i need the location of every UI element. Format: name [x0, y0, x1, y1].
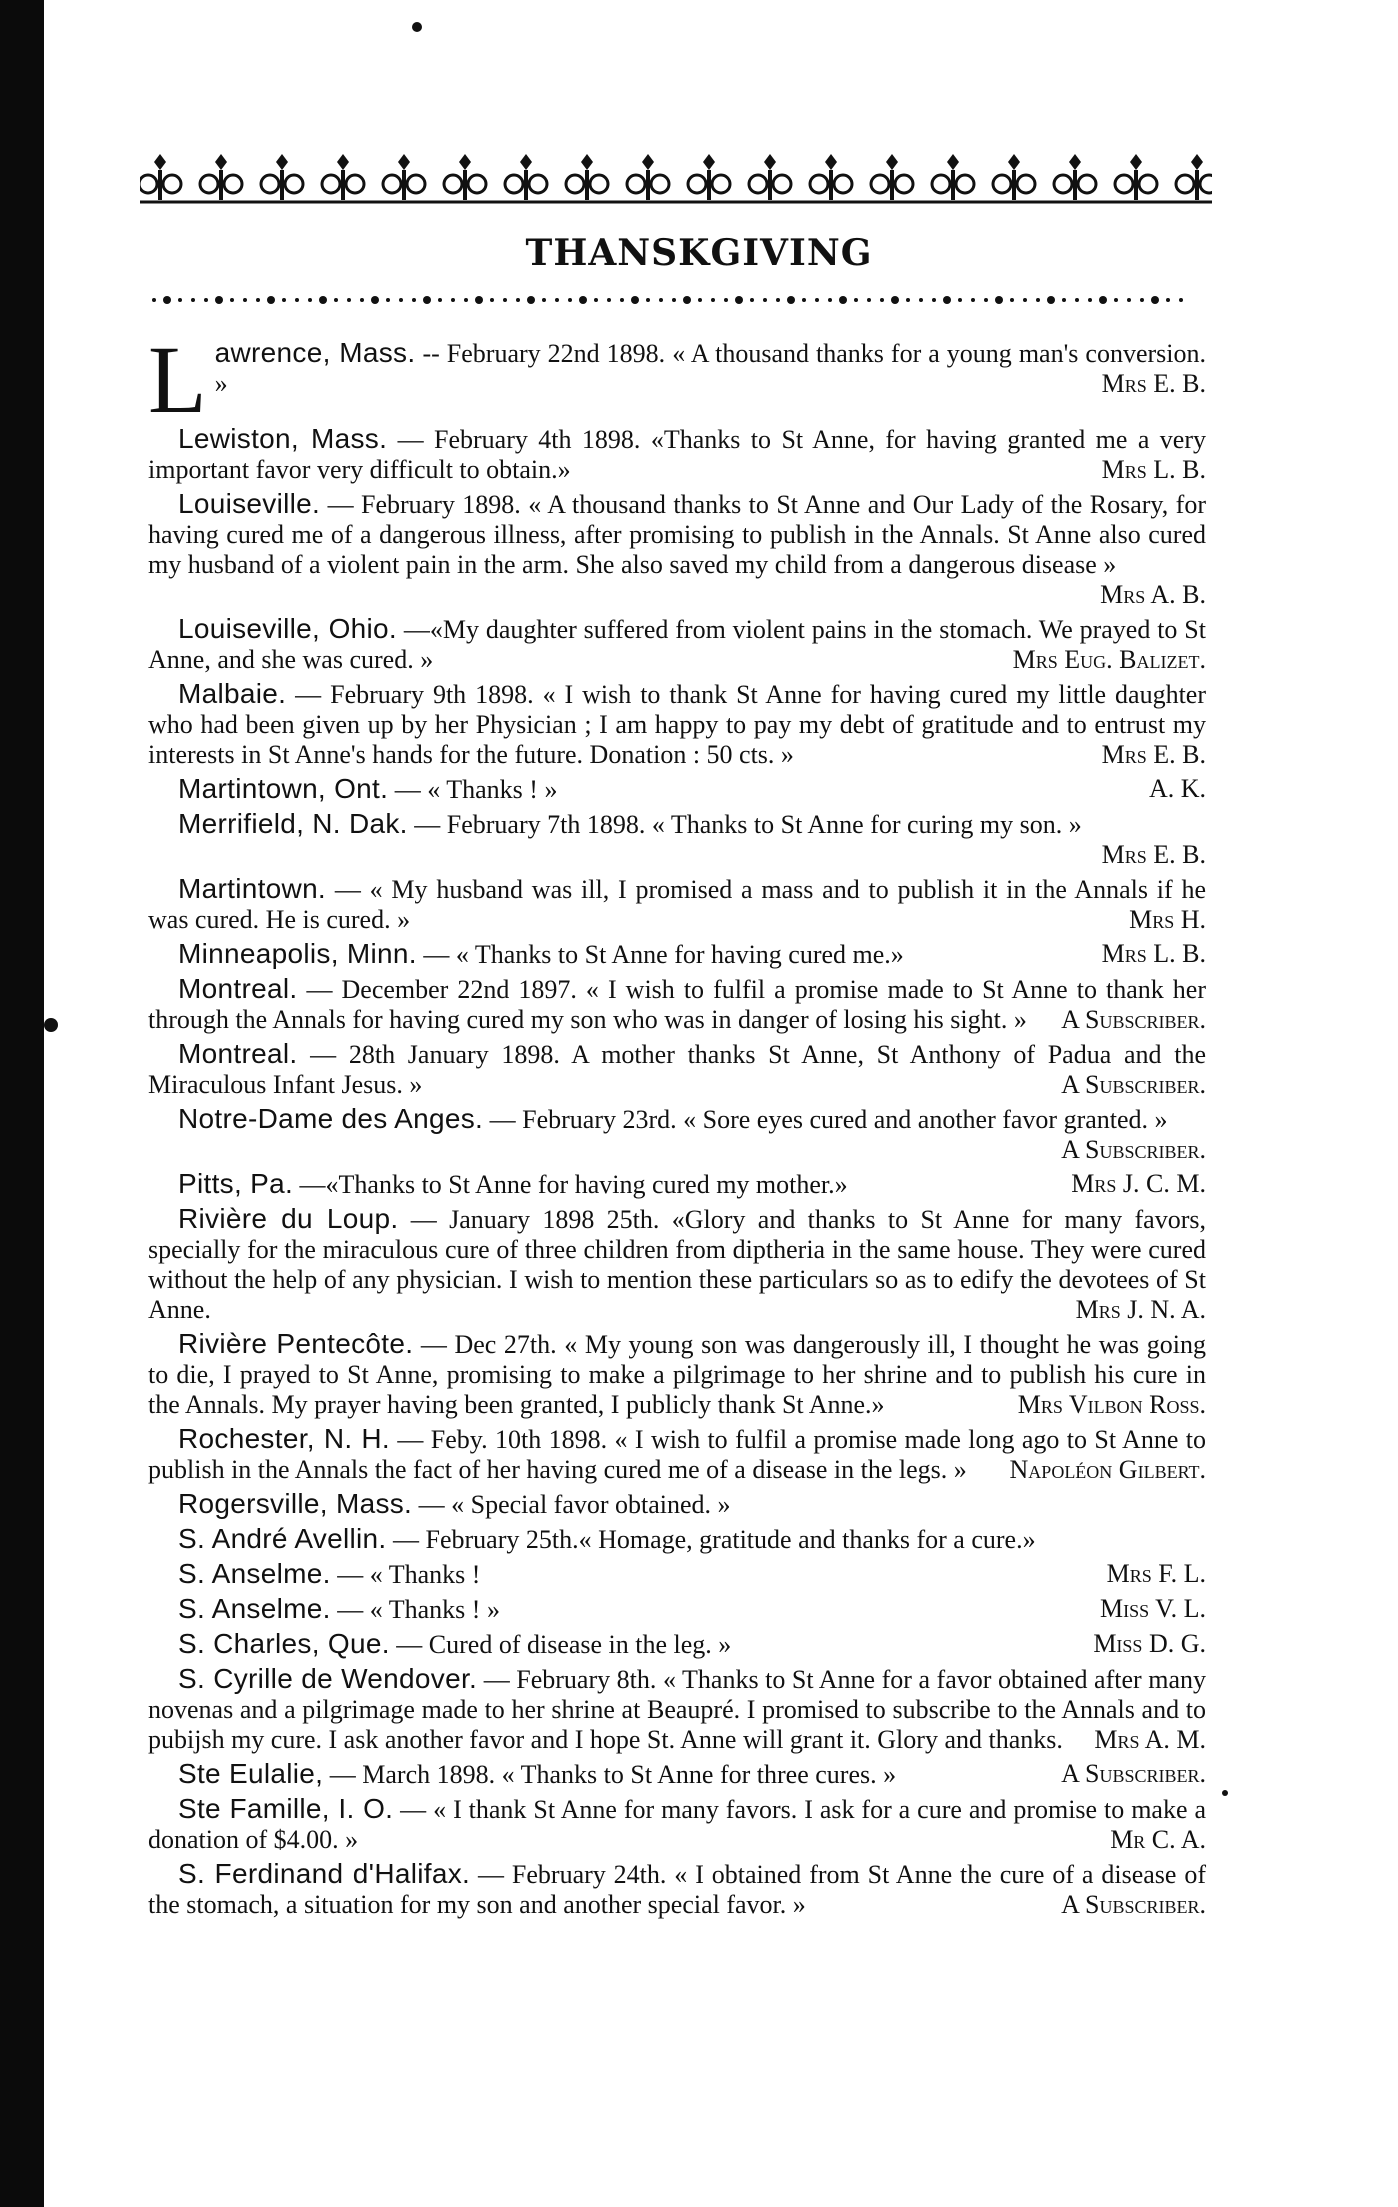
rule-dot — [646, 298, 650, 302]
entry-text: —«Thanks to St Anne for having cured my mother.» — [293, 1170, 848, 1199]
rule-dot — [672, 298, 676, 302]
entry-signature: Mrs L. B. — [1101, 939, 1206, 968]
entry-signature: Mrs A. M. — [1094, 1725, 1206, 1754]
rule-dot — [1140, 298, 1144, 302]
rule-dot — [347, 298, 351, 302]
entry-place: Martintown, Ont. — [178, 773, 389, 804]
entry-text: — February 8th. « Thanks to St Anne for a favor obtained after many novenas and a pilgrimage made to her shrine at Beaupré. I promised to subscribe to the Annals and to pubijsh my cure. I ask another favor and I hope St. Anne will grant it. Glory and thanks. — [148, 1665, 1206, 1754]
thanksgiving-entry — [148, 424, 1206, 485]
rule-dot — [295, 298, 299, 302]
entry-signature: Napoléon Gilbert. — [1009, 1455, 1206, 1484]
rule-dot — [776, 298, 780, 302]
entry-signature: Mrs A. B. — [1100, 580, 1206, 609]
rule-dot — [579, 296, 587, 304]
rule-dot — [438, 298, 442, 302]
entry-signature: A Subscriber. — [1061, 1070, 1206, 1099]
rule-dot — [1062, 298, 1066, 302]
thanksgiving-entry — [148, 489, 1206, 610]
rule-dot — [995, 296, 1003, 304]
entry-place: Notre-Dame des Anges. — [178, 1103, 484, 1134]
ink-speck — [412, 22, 422, 32]
ornament-motif — [1054, 154, 1096, 200]
rule-dot — [308, 298, 312, 302]
entry-place: Montreal. — [178, 1038, 298, 1069]
thanksgiving-entry — [148, 809, 1206, 870]
entry-place: Rochester, N. H. — [178, 1423, 390, 1454]
ornament-motif — [993, 154, 1035, 200]
rule-dot — [971, 298, 975, 302]
rule-dot — [958, 298, 962, 302]
entry-text: — February 7th 1898. « Thanks to St Anne for curing my son. » — [407, 810, 1082, 839]
rule-dot — [815, 298, 819, 302]
rule-dot — [451, 298, 455, 302]
entry-place: S. Ferdinand d'Halifax. — [178, 1858, 471, 1889]
entry-place: Minneapolis, Minn. — [178, 938, 417, 969]
entry-text: — February 25th.« Homage, gratitude and thanks for a cure.» — [386, 1525, 1036, 1554]
rule-dot — [568, 298, 572, 302]
rule-dot — [919, 298, 923, 302]
rule-dot — [620, 298, 624, 302]
entry-signature: Mrs E. B. — [1101, 369, 1206, 398]
rule-dot — [163, 296, 171, 304]
rule-dot — [880, 298, 884, 302]
rule-dot — [854, 298, 858, 302]
rule-dot — [711, 298, 715, 302]
thanksgiving-entry — [148, 1759, 1206, 1790]
entry-place: Rivière du Loup. — [178, 1203, 399, 1234]
ornament-motif — [261, 154, 303, 200]
entry-place: Ste Eulalie, — [178, 1758, 324, 1789]
rule-dot — [230, 298, 234, 302]
rule-dot — [178, 298, 182, 302]
rule-dot — [659, 298, 663, 302]
thanksgiving-entry — [148, 1204, 1206, 1325]
rule-dot — [1099, 296, 1107, 304]
rule-dot — [932, 298, 936, 302]
thanksgiving-entry — [148, 326, 1206, 433]
rule-dot — [1075, 298, 1079, 302]
entry-text: — « Special favor obtained. » — [412, 1490, 731, 1519]
ornament-motif — [688, 154, 730, 200]
rule-dot — [1166, 298, 1170, 302]
thanksgiving-entry — [148, 1489, 1206, 1520]
rule-dot — [542, 298, 546, 302]
ornament-motif — [140, 154, 181, 200]
page-binding-edge — [0, 0, 44, 2207]
rule-dot — [1010, 298, 1014, 302]
entry-signature: A. K. — [1148, 774, 1206, 803]
rule-dot — [386, 298, 390, 302]
entry-place: S. André Avellin. — [178, 1523, 387, 1554]
entry-place: Martintown. — [178, 873, 327, 904]
thanksgiving-entry — [148, 1629, 1206, 1660]
entry-place: S. Cyrille de Wendover. — [178, 1663, 478, 1694]
rule-dot — [527, 296, 535, 304]
rule-dot — [319, 296, 327, 304]
entry-text: — « Thanks ! » — [330, 1595, 500, 1624]
thanksgiving-entry — [148, 1859, 1206, 1920]
ornament-motif — [1176, 154, 1212, 200]
ornament-motif — [322, 154, 364, 200]
entry-signature: Mrs L. B. — [1101, 455, 1206, 484]
entry-place: S. Charles, Que. — [178, 1628, 390, 1659]
rule-dot — [360, 298, 364, 302]
rule-dot — [475, 296, 483, 304]
entry-signature: A Subscriber. — [1061, 1135, 1206, 1164]
entry-text: — February 24th. « I obtained from St Anne the cure of a disease of the stomach, a situation for my son and another special favor. » — [148, 1860, 1206, 1919]
thanksgiving-entry — [148, 679, 1206, 770]
rule-dot — [867, 298, 871, 302]
rule-dot — [984, 298, 988, 302]
ornament-motif — [1115, 154, 1157, 200]
entry-signature: Mrs J. C. M. — [1071, 1169, 1206, 1198]
rule-dot — [256, 298, 260, 302]
entry-text: — Dec 27th. « My young son was dangerously ill, I thought he was going to die, I prayed to St Anne, promising to make a pilgrimage to her shrine and to publish his cure in the Annals. My prayer having been granted, I publicly thank St Anne.» — [148, 1330, 1206, 1419]
entry-signature: A Subscriber. — [1061, 1759, 1206, 1788]
entry-text: — Feby. 10th 1898. « I wish to fulfil a promise made long ago to St Anne to publish in the Annals the fact of her having cured me of a disease in the legs. » — [148, 1425, 1206, 1484]
ornament-motif — [749, 154, 791, 200]
rule-dot — [891, 296, 899, 304]
rule-dot — [943, 296, 951, 304]
thanksgiving-list — [148, 326, 1207, 1924]
entry-text: — « I thank St Anne for many favors. I ask for a cure and promise to make a donation of $4.00. » — [148, 1795, 1206, 1854]
rule-dot — [503, 298, 507, 302]
entry-signature: A Subscriber. — [1061, 1890, 1206, 1919]
ornament-motif — [871, 154, 913, 200]
thanksgiving-entry — [148, 1329, 1206, 1420]
rule-dot — [683, 296, 691, 304]
entry-text: — December 22nd 1897. « I wish to fulfil a promise made to St Anne to thank her through the Annals for having cured my son who was in danger of losing his sight. » — [148, 975, 1206, 1034]
entry-text: — « Thanks ! » — [388, 775, 558, 804]
entry-place: Montreal. — [178, 973, 298, 1004]
entry-signature: Mrs E. B. — [1101, 840, 1206, 869]
entry-text: — 28th January 1898. A mother thanks St Anne, St Anthony of Padua and the Miraculous Infant Jesus. » — [148, 1040, 1206, 1099]
rule-dot — [828, 298, 832, 302]
rule-dot — [1179, 298, 1183, 302]
rule-dot — [371, 296, 379, 304]
thanksgiving-entry — [148, 1169, 1206, 1200]
rule-dot — [750, 298, 754, 302]
rule-dot — [267, 296, 275, 304]
entry-signature: Miss D. G. — [1093, 1629, 1206, 1658]
ink-speck — [44, 1018, 58, 1032]
entry-signature: A Subscriber. — [1061, 1005, 1206, 1034]
entry-place: Pitts, Pa. — [178, 1168, 294, 1199]
rule-dot — [906, 298, 910, 302]
thanksgiving-entry — [148, 1594, 1206, 1625]
entry-text: — Cured of disease in the leg. » — [389, 1630, 732, 1659]
thanksgiving-entry — [148, 1664, 1206, 1755]
rule-dot — [631, 296, 639, 304]
entry-signature: Mr C. A. — [1110, 1825, 1206, 1854]
rule-dot — [152, 298, 156, 302]
rule-dot — [787, 296, 795, 304]
rule-dot — [1023, 298, 1027, 302]
entry-text: — « Thanks to St Anne for having cured me.» — [416, 940, 904, 969]
entry-place: Malbaie. — [178, 678, 287, 709]
ornament-motif — [383, 154, 425, 200]
entry-place: Rogersville, Mass. — [178, 1488, 413, 1519]
entry-text: — « My husband was ill, I promised a mass and to publish it in the Annals if he was cured. He is cured. » — [148, 875, 1206, 934]
rule-dot — [698, 298, 702, 302]
rule-dot — [204, 298, 208, 302]
entry-signature: Mrs H. — [1129, 905, 1206, 934]
entry-place: Ste Famille, I. O. — [178, 1793, 394, 1824]
rule-dot — [399, 298, 403, 302]
rule-dot — [423, 296, 431, 304]
entry-place: awrence, Mass. — [214, 337, 416, 368]
drop-cap: L — [148, 326, 207, 433]
entry-text: -- February 22nd 1898. « A thousand thanks for a young man's conversion. » — [214, 339, 1206, 398]
entry-signature: Mrs Vilbon Ross. — [1017, 1390, 1206, 1419]
rule-dot — [607, 298, 611, 302]
ink-speck — [1222, 1790, 1228, 1796]
thanksgiving-entry — [148, 1794, 1206, 1855]
entry-text: — February 4th 1898. «Thanks to St Anne, for having granted me a very important favor very difficult to obtain.» — [148, 425, 1207, 484]
rule-dot — [802, 298, 806, 302]
thanksgiving-entry — [148, 1039, 1206, 1100]
entry-text: — February 1898. « A thousand thanks to St Anne and Our Lady of the Rosary, for having cured me of a dangerous illness, after promising to publish in the Annals. St Anne also cured my husband of a violent pain in the arm. She also saved my child from a dangerous disease » — [148, 490, 1206, 579]
entry-place: Merrifield, N. Dak. — [178, 808, 408, 839]
entry-text: — « Thanks ! — [330, 1560, 481, 1589]
rule-dot — [1114, 298, 1118, 302]
rule-dot — [412, 298, 416, 302]
rule-dot — [1088, 298, 1092, 302]
rule-dot — [191, 298, 195, 302]
entry-place: Louiseville, Ohio. — [178, 613, 397, 644]
decorative-border-ornament — [140, 150, 1212, 210]
ornament-motif — [932, 154, 974, 200]
rule-dot — [215, 296, 223, 304]
ornament-motif — [505, 154, 547, 200]
entry-place: Rivière Pentecôte. — [178, 1328, 414, 1359]
entry-place: Louiseville. — [178, 488, 321, 519]
ornament-motif — [627, 154, 669, 200]
thanksgiving-entry — [148, 774, 1206, 805]
ornament-motif — [200, 154, 242, 200]
thanksgiving-entry — [148, 614, 1206, 675]
entry-text: — January 1898 25th. «Glory and thanks to St Anne for many favors, specially for the miraculous cure of three children from diptheria in the same house. They were cured without the help of any physician. I wish to mention these particulars so as to edify the devotees of St Anne. — [148, 1205, 1207, 1324]
entry-text: —«My daughter suffered from violent pains in the stomach. We prayed to St Anne, and she was cured. » — [148, 615, 1206, 674]
rule-dot — [1151, 296, 1159, 304]
rule-dot — [464, 298, 468, 302]
rule-dot — [282, 298, 286, 302]
entry-signature: Miss V. L. — [1100, 1594, 1206, 1623]
entry-text: — February 23rd. « Sore eyes cured and another favor granted. » — [483, 1105, 1168, 1134]
thanksgiving-entry — [148, 1104, 1206, 1165]
rule-dot — [839, 296, 847, 304]
rule-dot — [1127, 298, 1131, 302]
entry-text: — February 9th 1898. « I wish to thank St Anne for having cured my little daughter who had been given up by her Physician ; I am happy to pay my debt of gratitude and to entrust my interests in St Anne's hands for the future. Donation : 50 cts. » — [148, 680, 1206, 769]
thanksgiving-entry — [148, 1424, 1206, 1485]
rule-dot — [594, 298, 598, 302]
entry-place: S. Anselme. — [178, 1558, 331, 1589]
entry-text: — March 1898. « Thanks to St Anne for three cures. » — [323, 1760, 897, 1789]
rule-dot — [490, 298, 494, 302]
entry-place: S. Anselme. — [178, 1593, 331, 1624]
page-title: THANSKGIVING — [525, 232, 873, 274]
dotted-rule — [148, 293, 1188, 307]
entry-signature: Mrs J. N. A. — [1075, 1295, 1206, 1324]
rule-dot — [334, 298, 338, 302]
rule-dot — [735, 296, 743, 304]
entry-signature: Mrs E. B. — [1101, 740, 1206, 769]
entry-signature: Mrs Eug. Balizet. — [1012, 645, 1206, 674]
rule-dot — [243, 298, 247, 302]
thanksgiving-entry — [148, 974, 1206, 1035]
entry-signature: Mrs F. L. — [1106, 1559, 1206, 1588]
ornament-motif — [566, 154, 608, 200]
thanksgiving-entry — [148, 939, 1206, 970]
rule-dot — [1047, 296, 1055, 304]
ornament-motif — [810, 154, 852, 200]
rule-dot — [724, 298, 728, 302]
thanksgiving-entry — [148, 1559, 1206, 1590]
rule-dot — [516, 298, 520, 302]
rule-dot — [1036, 298, 1040, 302]
rule-dot — [763, 298, 767, 302]
ornament-motif — [444, 154, 486, 200]
thanksgiving-entry — [148, 874, 1206, 935]
thanksgiving-entry — [148, 1524, 1206, 1555]
entry-place: Lewiston, Mass. — [178, 423, 388, 454]
rule-dot — [555, 298, 559, 302]
